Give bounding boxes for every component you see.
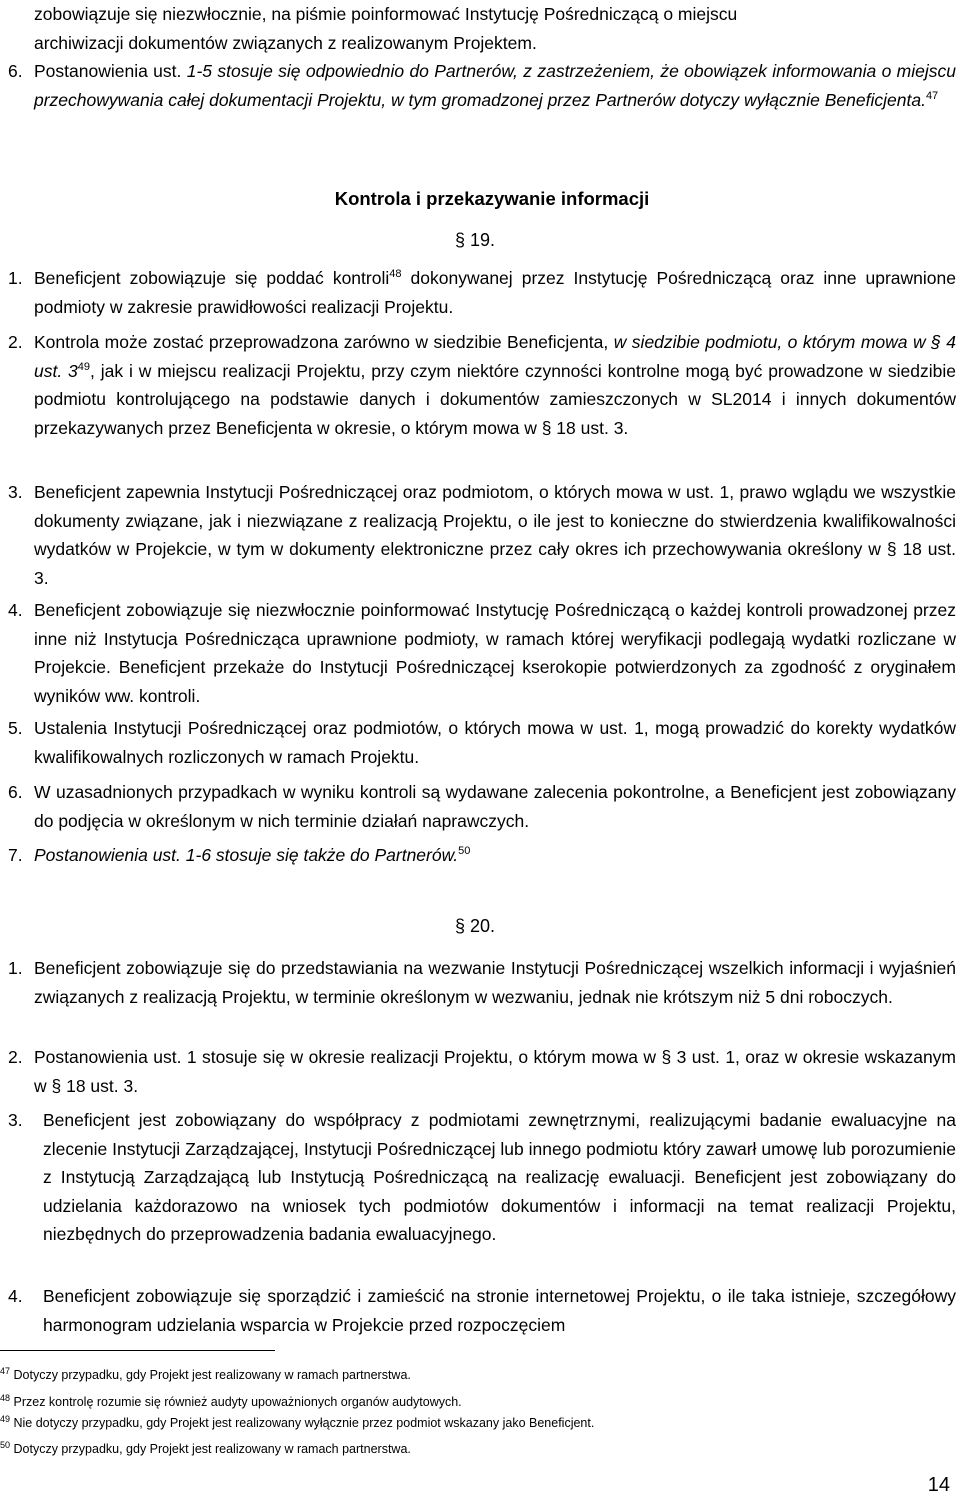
item-plain-text: Postanowienia ust. [34,61,187,81]
item-text [34,841,956,870]
item-number: 1. [8,268,23,288]
footnote-48 [0,1394,462,1410]
footnote-49 [0,1415,594,1431]
item-text: W uzasadnionych przypadkach w wyniku kontroli są wydawane zalecenia pokontrolne, a Beneficjent jest zobowiązany do podjęcia w określonym w nich terminie działań naprawczych. [34,782,956,831]
section-number-19: § 19. [455,230,496,250]
footnote-ref: 48 [389,268,402,281]
continuation-line-1: zobowiązuje się niezwłocznie, na piśmie poinformować Instytucję Pośredniczącą o miejscu [34,4,738,24]
footnote-separator [0,1350,275,1351]
footnote-ref: 49 [77,360,91,373]
footnote-ref: 47 [925,89,939,102]
item-italic-text: 1-5 stosuje się odpowiednio do Partnerów, z zastrzeżeniem, że obowiązek informowania o miejscu przechowywania całej dokumentacji Projektu, w tym gromadzonej przez Partnerów dotyczy wyłącznie Beneficjenta. [34,61,956,110]
item-number: 5. [8,718,23,738]
text-part: Kontrola może zostać przeprowadzona zarówno w siedzibie Beneficjenta, [34,332,614,352]
footnote-text: Dotyczy przypadku, gdy Projekt jest realizowany w ramach partnerstwa. [13,1368,411,1382]
footnote-47 [0,1367,411,1383]
item-number: 2. [8,1047,23,1067]
item-text: Beneficjent zobowiązuje się do przedstawiania na wezwanie Instytucji Pośredniczącej wszelkich informacji i wyjaśnień związanych z realizacją Projektu, w terminie określonym w wezwaniu, jednak nie krótszym niż 5 dni roboczych. [34,958,956,1007]
section-number-20: § 20. [455,916,496,936]
text-part: , jak i w miejscu realizacji Projektu, przy czym niektóre czynności kontrolne mogą być prowadzone w siedzibie podmiotu kontrolującego na podstawie danych i dokumentów zamieszczonych w SL2014 i innych dokumentów przekazywanych przez Beneficjenta w okresie, o którym mowa w § 18 ust. 3. [34,360,956,438]
footnote-number: 48 [0,1392,11,1403]
item-text: Beneficjent zobowiązuje się niezwłocznie poinformować Instytucję Pośredniczącą o każdej kontroli prowadzonej przez inne niż Instytucja Pośrednicząca uprawnione podmioty, w ramach której weryfikacji podlegają wydatki rozliczane w Projekcie. Beneficjent przekaże do Instytucji Pośredniczącej kserokopie potwierdzonych za zgodność z oryginałem wyników ww. kontroli. [34,600,956,706]
section-heading: Kontrola i przekazywanie informacji [334,188,650,209]
item-number: 3. [8,1110,23,1130]
continuation-paragraph [34,0,956,57]
item-text: Beneficjent jest zobowiązany do współpracy z podmiotami zewnętrznymi, realizującymi badanie ewaluacyjne na zlecenie Instytucji Zarządzającej, Instytucji Pośredniczącej lub innego podmiotu który zawarł umowę lub porozumienie z Instytucją Zarządzającą lub Instytucją Pośredniczącą na realizację ewaluacji. Beneficjent jest zobowiązany do udzielania każdorazowo na wniosek tych podmiotów dokumentów i informacji na temat realizacji Projektu, niezbędnych do przeprowadzenia badania ewaluacyjnego. [43,1110,956,1244]
item-text: Postanowienia ust. 1 stosuje się w okresie realizacji Projektu, o którym mowa w § 3 ust. 1, oraz w okresie wskazanym w § 18 ust. 3. [34,1047,956,1096]
item-number: 2. [8,332,23,352]
page-number: 14 [927,1474,950,1496]
text-part: dokonywanej przez Instytucję Pośredniczącą oraz inne uprawnione podmioty w zakresie prawidłowości realizacji Projektu. [34,268,956,317]
item-text [34,328,956,442]
footnote-ref: 50 [458,845,471,858]
continuation-line-2: archiwizacji dokumentów związanych z realizowanym Projektem. [34,32,537,53]
footnote-text: Dotyczy przypadku, gdy Projekt jest realizowany w ramach partnerstwa. [13,1442,411,1456]
footnote-number: 50 [0,1439,11,1450]
footnote-number: 47 [0,1365,11,1376]
item-text [34,57,956,114]
item-number: 4. [8,1286,23,1306]
footnote-50 [0,1441,411,1457]
item-text: Ustalenia Instytucji Pośredniczącej oraz podmiotów, o których mowa w ust. 1, mogą prowadzić do korekty wydatków kwalifikowalnych rozliczonych w ramach Projektu. [34,718,956,767]
italic-part: w siedzibie podmiotu, o którym mowa w § 4 ust. 3 [34,332,956,381]
text-part: Beneficjent zobowiązuje się poddać kontroli [34,268,390,288]
item-number: 1. [8,958,23,978]
item-text: Beneficjent zobowiązuje się sporządzić i zamieścić na stronie internetowej Projektu, o ile taka istnieje, szczegółowy harmonogram udzielania wsparcia w Projekcie przed rozpoczęciem [43,1286,956,1335]
footnote-text: Nie dotyczy przypadku, gdy Projekt jest realizowany wyłącznie przez podmiot wskazany jako Beneficjent. [13,1416,595,1430]
italic-part: Postanowienia ust. 1-6 stosuje się także do Partnerów. [34,845,459,865]
item-number: 7. [8,845,23,865]
item-number: 4. [8,600,23,620]
item-text [34,264,956,321]
item-text: Beneficjent zapewnia Instytucji Pośredniczącej oraz podmiotom, o których mowa w ust. 1, prawo wglądu we wszystkie dokumenty związane, jak i niezwiązane z realizacją Projektu, o ile jest to konieczne do stwierdzenia kwalifikowalności wydatków w Projekcie, w tym w dokumenty elektroniczne przez cały okres ich przechowywania określony w § 18 ust. 3. [34,482,956,588]
footnote-text: Przez kontrolę rozumie się również audyty upoważnionych organów audytowych. [13,1395,462,1409]
item-number: 3. [8,482,23,502]
item-number: 6. [8,61,23,81]
footnote-number: 49 [0,1413,11,1424]
item-number: 6. [8,782,23,802]
